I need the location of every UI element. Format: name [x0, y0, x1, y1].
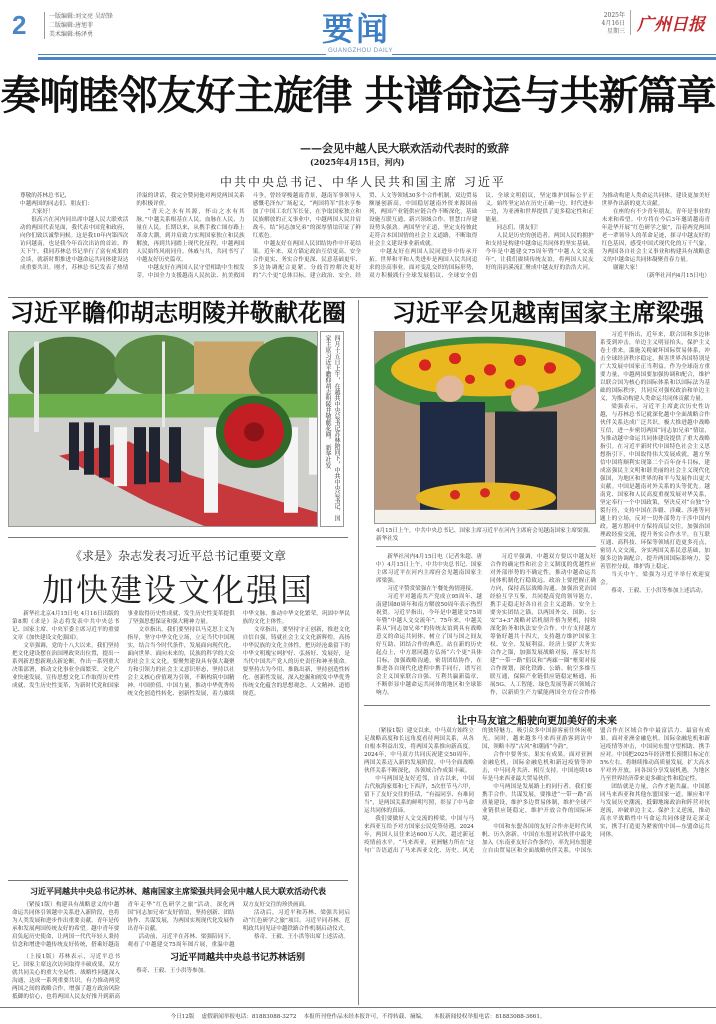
paragraph: 文章强调，党的十八大以来，我们坚持把文化建设摆在治国理政突出位置，提出一系列新思想新观点新论断，作出一系列重大决策部署，推动文化事业全面繁荣、文化产业快速发展，宣传思想文化工作取得历史性成就、发生历史性变革，为新时代党和国家事业取得历史性成就、发生历史性变革提供了坚强思想保证和强大精神力量。	[12, 611, 235, 689]
paragraph: 当天中午，梁强为习近平举行欢迎宴会。	[600, 572, 710, 586]
joint-meeting-headline: 习近平同越共中央总书记苏林、越南国家主席梁强共同会见中越人民大联欢活动代表	[30, 886, 326, 896]
paragraph: 中国和东盟各国的友好合作亦是时代风帆、历久弥新。中国在东盟对话伙伴中最先加入《东南亚友好合作条约》，率先同东盟建立自由贸易区和全面战略伙伴关系，中国东盟合作在区域合作中最富活力、最富有成果。面对亚洲金融危机、国际金融危机和新冠疫情等冲击，中国同东盟守望相助、携手应对。中国把2025年经济增长预期目标定在5%左右，将继续推动高质量发展，扩大高水平对外开放，同各国分享发展机遇，为地区乃至世界经济带来更多确定性和稳定性。	[482, 728, 710, 854]
paragraph: 习近平指出，近年来，联合国和多边体系受到冲击，单边主义明显抬头，保护主义卷土重来。滥施关税破坏国际贸易体系，冲击全球经济秩序稳定，损害世界各国特别是广大发展中国家正当利益。作为全球南方重要力量，中越两国要加强协调和配合，维护以联合国为核心的国际体系和以国际法为基础的国际秩序，共同反对强权政治和单边主义，为推动构建人类命运共同体贡献力量。	[600, 332, 710, 402]
malaysia-body	[364, 727, 710, 1005]
paragraph: 尊敬的苏林总书记，	[20, 193, 71, 199]
handshake-photo-caption: 4月15日上午，中共中央总书记、国家主席习近平在河内主席府会见越南国家主席梁强。 新华社发	[376, 527, 596, 547]
divider	[392, 54, 716, 55]
farewell-headline: 习近平同越共中央总书记苏林话别	[169, 953, 305, 963]
handshake-photo	[374, 331, 596, 524]
paragraph: 很高兴在河内同出席中越人民大联欢活动的两国代表见面，我代表中国党和政府，向你们致以诚挚问候。这是我10年内第四次访问越南，也是我今年首次出访的首站。昨天下午，我同苏林总书记举行了富有成果的会谈，就新时期推进中越命运共同体建设达成重要共识。刚才，苏林总书记发表了热情洋溢的讲话，我完全赞同他对两党两国关系的积极评价。	[20, 193, 245, 271]
issue-date	[585, 12, 625, 36]
qiushi-headline: 加快建设文化强国	[41, 571, 314, 609]
mausoleum-photo-caption: 四月十五日上午，在越共中央总书记苏林陪同下，中共中央总书记、国家主席习近平瞻仰胡志明陵并敬献花圈。 新华社发	[320, 331, 344, 527]
paragraph: 文章指出，要坚持守正创新，推进文化自信自强，铸就社会主义文化新辉煌。高扬中华民族的文化主体性，把历经沧桑留下的中华文明瑰宝呵护好、弘扬好、发展好，是当代中国共产党人的历史责任和神圣使命。要坚持古为今用、推陈出新，坚持创造性转化、创新性发展，深入挖掘和阐发中华优秀传统文化蕴含的思想观念、人文精神、道德规范。	[242, 627, 350, 697]
paragraph: 习近平强调，中越双方要以中越友好合作的确定性和社会主义制度的优越性应对外部形势的不确定性，推动中越命运共同体机制化行稳致远。政治上要把握正确方向，保持高层战略沟通，加强治党治国经验互学互鉴，共同提高党的领导能力，携手走稳走好各自社会主义道路。安全上要夯实团结之锚，以两国外交、国防、公安“3+3”战略对话机制升格为契机，持续深化防务和执法安全合作。中方支持越方筹备好越共十四大，支持越方维护国家主权、安全、发展利益。经济上要扩大务实合作之锚，加强发展战略对接，落实好共建“一带一路”倡议和“两廊一圈”框架对接合作规划，深化铁路、公路、航空多维互联互通，保障产业链供应链稳定畅通，拓展5G、人工智能、绿色发展等新兴领域合作，以新质生产力赋能两国全方位合作格	[490, 554, 596, 696]
paragraph: 活动前，习近平在苏林、梁强陪同下，观看了中越建交75周年图片展，重温中越双方友好交往的珍贵画面。	[127, 902, 310, 948]
paragraph: 梁强表示，习近平主席此次历史性访越，与苏林总书记就深化越中全面战略合作伙伴关系达成广泛共识，极大推进越中战略互信，进一步密切两国“同志加兄弟”情谊，为推动越中命运共同体建设提供了重大战略指引。在习近平新时代中国特色社会主义思想指引下，中国取得伟大发展成就。越方坚信中国将顺利实现第二个百年奋斗目标，建成富强民主文明和谐美丽的社会主义现代化强国，为地区和世界的和平与发展作出更大贡献。中国是越南对外关系的头等优先。越南党、国家和人民高度重视发展对华关系，坚定奉行一个中国政策，坚决反对“台独”分裂行径，支持中国在涉疆、涉藏、涉港等问题上的立场，反对一切外部势力干涉中国内政。越方愿同中方保持高层交往，加强治国理政经验交流，提升务实合作水平，在互联互通、高科技、环保等领域打造更多亮点，密切人文交流，夯实两国关系民意基础，加强多边协调配合，提升两国国际影响力，妥善管控分歧，维护海上稳定。	[600, 404, 710, 570]
paragraph: 文章指出，我们要坚持以马克思主义为指导，坚守中华文化立场，立足当代中国现实，结合当今时代条件，发展面向现代化、面向世界、面向未来的，民族的科学的大众的社会主义文化。要聚焦建设具有强大凝聚力和引领力的社会主义意识形态，坚持以社会主义核心价值观为引领，不断构筑中国精神、中国价值、中国力量，推动中华优秀传统文化创造性转化、创新性发展，着力赓续中华文脉、推动中华文化繁荣，巩固中华民族的文化主体性。	[127, 611, 350, 697]
divider	[38, 54, 326, 55]
divider	[8, 880, 348, 881]
masthead-rule	[38, 57, 716, 60]
credit: （新华社河内4月15日电）	[643, 273, 710, 279]
paragraph: 同志们、朋友们！	[496, 225, 542, 231]
newspaper-logo: 广州日报	[630, 10, 705, 35]
meeting-body-left	[376, 553, 596, 701]
wreath-ceremony-image	[9, 332, 318, 527]
paragraph: 习近平对越南共产党成立95周年、越南建国80周年和南方解放50周年表示热烈祝贺。习近平指出，今年是中越建交75周年暨“中越人文交流年”。75年来，中越关系从“同志加兄弟”的传统友谊到具有战略意义的命运共同体，树立了国与国之间友好互助、团结合作的典范。站在新的历史起点上，中方愿同越方弘扬“六个更”具体目标，加强战略沟通，密切团结协作，在推进各自现代化进程中携手同行，谱写社会主义国家联合自强、互利共赢新篇章，不断彰显中越命运共同体的地区和全球影响力。	[376, 594, 482, 696]
paragraph: （上接1版）苏林表示，习近平总书记、国家主席这次访问取得丰硕成果，双方就共同关心的重大全局性、战略性问题深入沟通，达成一系列重要共识，有力推动两党两国之间的战略合作，增强了越方政治风险抵御的信心，也将两国人民友好推升到新高	[12, 954, 120, 1000]
paragraph: 大家好！	[31, 209, 54, 215]
lead-author: 中共中央总书记、中华人民共和国主席 习近平	[220, 175, 506, 189]
paragraph: 习近平赞赏梁强在午餐处热情迎接。	[387, 586, 477, 592]
footer-item: 今日12版	[170, 1014, 195, 1020]
farewell-body-right	[125, 967, 350, 1003]
section-title: 要闻	[322, 10, 391, 48]
divider	[364, 705, 710, 706]
paragraph: 中越友好在两国人民同进步中传承开拓。世界和平和人类进步是两国人民共同追求的崇高事业。面对变乱交织的国际形势，双方积极践行全球发展倡议、全球安全倡议、全球文明倡议，坚定维护国际公平正义，始终坚定站在历史正确一边、时代进步一边，为亚洲和世界提供了更多稳定性和正能量。	[368, 193, 594, 279]
paragraph: 蔡奇、王毅、王小洪等参加。	[136, 968, 209, 974]
paragraph: 我们要做好人文交流的桥梁。中国与马来西亚互给予对方国家公民免签待遇。2024年，两国人员往来达600万人次，超过新冠疫情前水平。“马来西亚，亚洲魅力所在”这句广告语道出了马来西亚文化、历史、风光的独特魅力，吸引众多中国游客前往休闲观光。同时，越来越多马来西亚游客到访中国，领略丰厚“古风”和潮涌“今韵”。	[364, 728, 592, 854]
joint-meeting-body	[12, 901, 350, 949]
lead-headline: 奏响睦邻友好主旋律 共谱命运与共新篇章	[0, 72, 716, 119]
paragraph: 中马两国是友好近邻，自古以来，中国古代航海家郑和七下西洋，5次驻节马六甲，留下了友好交往的佳话，“有福同享、有难同当”，是两国关系的鲜明写照，彰显了中马命运共同体的真谛。	[364, 776, 474, 814]
paragraph: 活动后，习近平和苏林、梁强共同启动“红色研学之旅”项目。习近平同苏林、范明政共同见证中越铁路合作机制启动仪式。	[242, 910, 350, 932]
paragraph: 谢谢大家！	[612, 265, 641, 271]
paragraph: 人民是历史的创造者，两国人民的拥护和支持是构建中越命运共同体的坚实基础。今年是中越建交75周年暨“中越人文交流年”，让我们赓续传统友谊，将两国人民友好的涓涓溪流汇聚成中越友好的浩浩大河，为推动构建人类命运共同体、建设更加美好世界作出新的更大贡献。	[485, 193, 710, 271]
lead-subtitle: ——会见中越人民大联欢活动代表时的致辞	[300, 142, 509, 155]
editor-line: 二版编辑:唐旭菲	[49, 22, 94, 29]
meeting-body-right	[600, 331, 710, 701]
paragraph: 蔡奇、王毅、王小洪等参加上述活动。	[611, 588, 707, 594]
paragraph: 合作中要务实，果实有成果。面对亚洲金融危机，国际金融危机和新冠疫情等冲击，中马同舟共济、相互支持。中国连续16年是马来西亚最大贸易伙伴。	[482, 752, 592, 782]
lead-body	[20, 192, 710, 294]
handshake-image	[375, 332, 596, 524]
editor-line: 一版编辑:刘文亮 吴绍锋	[49, 13, 113, 20]
editor-credits	[44, 12, 113, 39]
paragraph: 中马两国是发展路上的同行者。我们要携手合作，共谋发展，要推进“一带一路”高质量建设，维护多边贸易体制，维护全球产业链供应链稳定，维护开放合作的国际环境。	[482, 784, 592, 822]
lead-dateline: (2025年4月15日，河内)	[310, 157, 405, 167]
qiushi-body	[12, 610, 350, 872]
paragraph: 在座的有不少青年朋友。青年是事业的未来和希望。中方将在今后3年邀请越南青年赴华开展“红色研学之旅”，沿着两党两国老一辈领导人的革命足迹，探寻中越友好的红色基因，感受中国式现代化的万千气象，为两国各自社会主义事业和构建具有战略意义的中越命运共同体凝聚青春力量。	[601, 209, 710, 263]
divider	[8, 537, 348, 538]
paragraph: 中越友好在两国人民团结协作中开花结果。近年来，双方锚定政治互信更高、安全合作更实、务实合作更深、民意基础更牢、多边协调配合更紧、分歧管控解决更好的“六个更”总体目标，建立政治、安全、经贸、人文等领域30多个合作机制，双边贸易额屡创新高，中国稳居越南外资来源国前列，两国产业链供应链合作不断深化，基础设施互联互通、新兴领域合作、智慧口岸建设势头强劲。两国坚守正道，坚定支持彼此走符合本国国情的社会主义道路，不断取得社会主义建设事业新成就。	[252, 193, 478, 279]
section-subtitle: GUANGZHOU DAILY	[328, 48, 394, 54]
paragraph: 新华社北京4月15日电 4月16日出版的第8期《求是》杂志将发表中共中央总书记、国家主席、中央军委主席习近平的重要文章《加快建设文化强国》。	[12, 611, 120, 641]
paragraph: 中越两国的同志们、朋友们：	[20, 201, 93, 207]
date-weekday: 星期三	[606, 28, 625, 35]
paragraph: （紧接1版）建交以来，中马双方始终立足战略高度和长远角度看待两国关系，从各自根本利益出发，将两国关系推向新高度。2024年，中马双方共同庆祝建交50周年，两国关系迈入新的发展阶段。中马全面战略伙伴关系不断深化，各领域合作成果丰硕。	[364, 728, 474, 774]
paragraph: 新华社河内4月15日电（记者朱超、唐中）4月15日上午，中共中央总书记、国家主席习近平在河内主席府会见越南国家主席梁强。	[376, 554, 482, 584]
paragraph: 中越友好在两国人民守望相助中生根发芽。中国全力支援越南人民抗法、抗美救国斗争，曾经穿梭越南背景，越南军事领导人感慨毛泽东广场起义，“两国将军”洪水亨参加了中国工农红军长征，在争取国家独立和民族解放的正义事业中，中越两国人民并肩战斗，结“同志加兄弟”的深厚情谊印证了鲜红底色。	[136, 193, 361, 279]
page-number: 2	[12, 10, 27, 40]
farewell-body-left	[12, 953, 120, 1003]
editor-line: 美术编辑:杨泽勇	[49, 31, 94, 38]
footer-item: 虚假新闻举报电话：81883088-3272	[201, 1014, 297, 1020]
paragraph: （紧接1版）构建具有战略意义的中越命运共同体引领越中关系进入新阶段，也将为人类发展和进步作出重要贡献。青年是传承和发展两国传统友好的希望。越中青年要肩负起历史使命，让两国一代代年轻人秉持信念和增进中越传统友好传统，搭乘好越南青年走华“红色研学之旅”活动，深化两国“同志加兄弟”友好情谊，坚持创新、团结协作、共谋发展，为两国实现现代化发展作出青年贡献。	[12, 902, 235, 948]
meeting-headline: 习近平会见越南国家主席梁强	[392, 298, 704, 327]
footer-item: 本报所刊登作品未经本报许可，不得转载、摘编。	[303, 1014, 427, 1020]
mausoleum-headline: 习近平瞻仰胡志明陵并敬献花圈	[10, 298, 346, 327]
paragraph: 蔡奇、王毅、王小洪等出席上述活动。	[253, 934, 349, 940]
mausoleum-photo	[8, 331, 318, 527]
column-divider	[358, 300, 359, 1005]
date-year: 2025年	[603, 12, 625, 19]
date-day: 4月16日	[601, 20, 625, 27]
paragraph: “青天之水有其源，怀山之水有其脉。”中越关系根基在人民、血脉在人民、力量在人民。长期以来，从携手救亡图存路上革命大潮，到并肩致力实现国家独立和民族解放，再到共同踏上现代化征程，中越两国人民始终风雨同舟、休戚与共，共同书写了中越友好历史篇章。	[136, 209, 245, 263]
page-footer	[0, 1012, 716, 1020]
qiushi-kicker: 《求是》杂志发表习近平总书记重要文章	[69, 549, 286, 563]
divider	[0, 1007, 716, 1008]
footer-item: 本报新闻侵权举报电话：81883088-3661。	[433, 1014, 546, 1020]
paragraph: 团结就是力量，合作才能共赢。中国愿同马来西亚和其他东盟国家一道，顺应和平与发展历史潮流，抵御地缘政治和阵营对抗逆流，冲破单边主义、保护主义逆流，推动高水平战略性中马命运共同体建设走深走实，携手打造更为紧密的中国—东盟命运共同体。	[600, 784, 710, 838]
malaysia-headline: 让中马友谊之船驶向更加美好的未来	[457, 716, 617, 727]
